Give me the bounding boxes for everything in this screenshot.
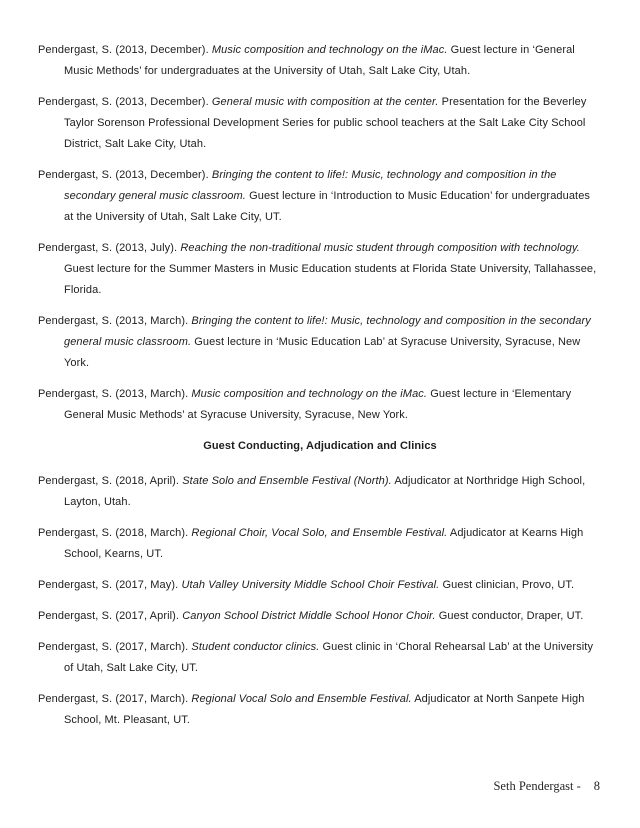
footer-page-number: 8 <box>593 779 600 793</box>
citation-entry <box>38 40 602 82</box>
citation-author-date: Pendergast, S. (2017, April). <box>38 610 183 622</box>
citation-title: Regional Vocal Solo and Ensemble Festival. <box>191 693 412 705</box>
citation-author-date: Pendergast, S. (2017, March). <box>38 641 192 653</box>
citation-author-date: Pendergast, S. (2018, March). <box>38 527 192 539</box>
citation-entry <box>38 575 602 596</box>
footer-author-name: Seth Pendergast - <box>493 779 581 793</box>
guest-lectures-section <box>38 40 602 426</box>
citation-entry <box>38 92 602 155</box>
citation-entry <box>38 165 602 228</box>
citation-title: Music composition and technology on the iMac. <box>191 388 428 400</box>
citation-author-date: Pendergast, S. (2017, March). <box>38 693 192 705</box>
citation-detail: Guest lecture in ‘Music Education Lab’ at Syracuse University, Syracuse, New York. <box>64 336 581 369</box>
citation-detail: Guest clinician, Provo, UT. <box>439 579 575 591</box>
citation-detail: Guest lecture in ‘General Music Methods’ for undergraduates at the University of Utah, Salt Lake City, Utah. <box>64 44 575 77</box>
citation-title: Utah Valley University Middle School Choir Festival. <box>181 579 440 591</box>
citation-entry <box>38 689 602 731</box>
citation-author-date: Pendergast, S. (2013, December). <box>38 44 212 56</box>
citation-author-date: Pendergast, S. (2013, December). <box>38 169 212 181</box>
citation-detail: Guest lecture in ‘Elementary General Music Methods’ at Syracuse University, Syracuse, New York. <box>64 388 572 421</box>
citation-author-date: Pendergast, S. (2013, March). <box>38 388 192 400</box>
citation-author-date: Pendergast, S. (2018, April). <box>38 475 183 487</box>
page-footer <box>493 778 600 794</box>
citation-author-date: Pendergast, S. (2017, May). <box>38 579 182 591</box>
citation-title: Regional Choir, Vocal Solo, and Ensemble Festival. <box>191 527 448 539</box>
citation-entry <box>38 311 602 374</box>
citation-entry <box>38 384 602 426</box>
citation-title: General music with composition at the center. <box>211 96 439 108</box>
citation-entry <box>38 606 602 627</box>
citation-title: Canyon School District Middle School Honor Choir. <box>182 610 436 622</box>
citation-detail: Adjudicator at Northridge High School, Layton, Utah. <box>64 475 586 508</box>
citation-author-date: Pendergast, S. (2013, December). <box>38 96 212 108</box>
citation-author-date: Pendergast, S. (2013, July). <box>38 242 181 254</box>
citation-author-date: Pendergast, S. (2013, March). <box>38 315 192 327</box>
citation-entry <box>38 238 602 301</box>
citation-detail: Adjudicator at Kearns High School, Kearns, UT. <box>64 527 584 560</box>
citation-detail: Guest lecture in ‘Introduction to Music Education’ for undergraduates at the University of Utah, Salt Lake City, UT. <box>64 190 591 223</box>
citation-title: Reaching the non-traditional music student through composition with technology. <box>180 242 580 254</box>
citation-title: Student conductor clinics. <box>191 641 320 653</box>
citation-detail: Presentation for the Beverley Taylor Sorenson Professional Development Series for public school teachers at the Salt Lake City School District, Salt Lake City, Utah. <box>64 96 587 150</box>
citation-title: Bringing the content to life!: Music, technology and composition in the secondary general music classroom. <box>64 169 557 202</box>
citation-title: State Solo and Ensemble Festival (North). <box>182 475 392 487</box>
citation-entry <box>38 471 602 513</box>
citation-detail: Guest lecture for the Summer Masters in Music Education students at Florida State University, Tallahassee, Florida. <box>64 263 597 296</box>
citation-entry <box>38 637 602 679</box>
citation-detail: Adjudicator at North Sanpete High School, Mt. Pleasant, UT. <box>64 693 585 726</box>
citation-detail: Guest conductor, Draper, UT. <box>435 610 584 622</box>
citation-entry <box>38 523 602 565</box>
section-heading: Guest Conducting, Adjudication and Clinics <box>203 440 437 452</box>
citation-detail: Guest clinic in ‘Choral Rehearsal Lab’ at the University of Utah, Salt Lake City, UT. <box>64 641 594 674</box>
guest-conducting-section <box>38 436 602 731</box>
citation-title: Music composition and technology on the iMac. <box>211 44 448 56</box>
citation-title: Bringing the content to life!: Music, technology and composition in the secondary general music classroom. <box>64 315 591 348</box>
